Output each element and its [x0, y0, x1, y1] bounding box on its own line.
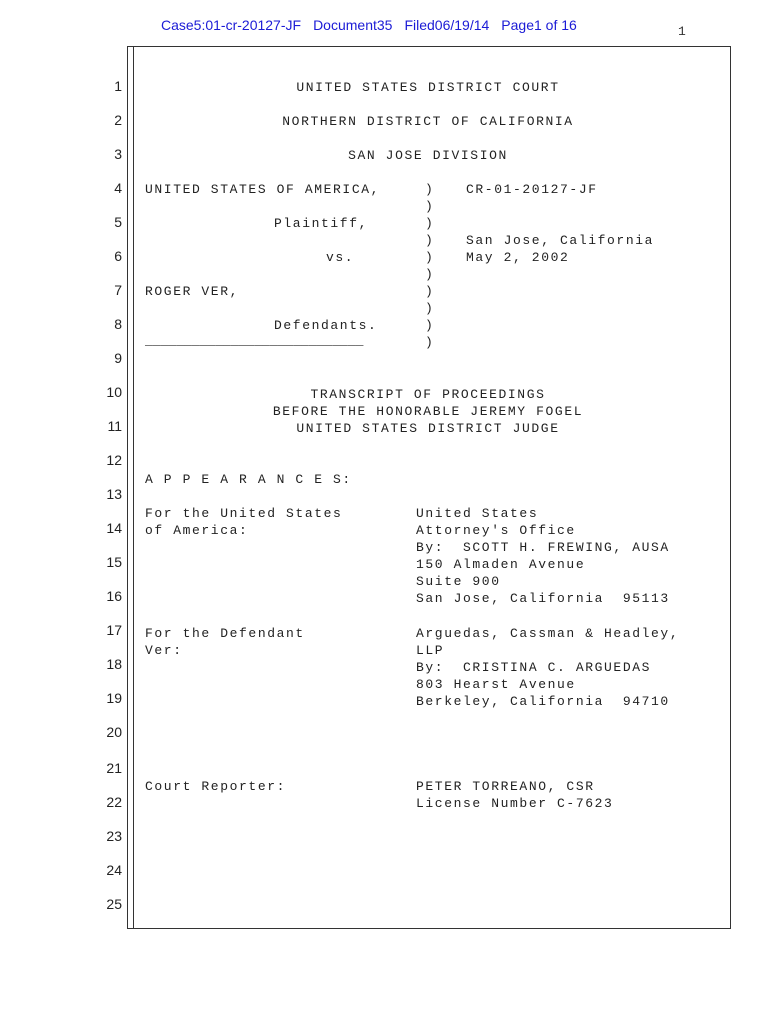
court-division: SAN JOSE DIVISION [348, 148, 508, 163]
government-label-line: For the United States [145, 506, 343, 521]
caption-bracket: ) [425, 284, 435, 299]
line-number: 16 [106, 588, 122, 604]
page-count-header: Page1 of 16 [501, 17, 577, 33]
court-name: UNITED STATES DISTRICT COURT [296, 80, 560, 95]
reporter-label: Court Reporter: [145, 779, 287, 794]
caption-bracket: ) [425, 318, 435, 333]
reporter-line: PETER TORREANO, CSR [416, 779, 595, 794]
caption-bracket: ) [425, 250, 435, 265]
case-number-header: Case5:01-cr-20127-JF [161, 17, 302, 33]
hearing-location: San Jose, California [466, 233, 655, 248]
line-number: 17 [106, 622, 122, 638]
judge-line: BEFORE THE HONORABLE JEREMY FOGEL [272, 404, 584, 419]
versus: vs. [326, 250, 355, 265]
caption-bracket: ) [425, 182, 435, 197]
judge-title: UNITED STATES DISTRICT JUDGE [296, 421, 560, 436]
filing-header [161, 17, 589, 33]
hearing-date: May 2, 2002 [466, 250, 570, 265]
filed-date-header: Filed06/19/14 [404, 17, 490, 33]
caption-bracket: ) [425, 199, 435, 214]
government-counsel-line: San Jose, California 95113 [416, 591, 670, 606]
line-number: 6 [114, 248, 122, 264]
government-counsel-line: By: SCOTT H. FREWING, AUSA [416, 540, 670, 555]
line-number: 3 [114, 146, 122, 162]
court-district: NORTHERN DISTRICT OF CALIFORNIA [282, 114, 574, 129]
margin-rule [133, 47, 134, 928]
plaintiff-name: UNITED STATES OF AMERICA, [145, 182, 381, 197]
line-number: 19 [106, 690, 122, 706]
line-number: 13 [106, 486, 122, 502]
government-counsel-line: 150 Almaden Avenue [416, 557, 586, 572]
caption-bracket: ) [425, 216, 435, 231]
line-number: 2 [114, 112, 122, 128]
plaintiff-role: Plaintiff, [274, 216, 369, 231]
line-number: 12 [106, 452, 122, 468]
line-number: 4 [114, 180, 122, 196]
line-number: 15 [106, 554, 122, 570]
line-number: 7 [114, 282, 122, 298]
line-number: 1 [114, 78, 122, 94]
defense-counsel-line: Berkeley, California 94710 [416, 694, 670, 709]
caption-bracket: ) [425, 267, 435, 282]
line-number: 22 [106, 794, 122, 810]
line-number: 5 [114, 214, 122, 230]
caption-bracket: ) [425, 335, 435, 350]
caption-underline: ____________________________ [145, 333, 364, 348]
defense-counsel-line: By: CRISTINA C. ARGUEDAS [416, 660, 652, 675]
reporter-line: License Number C-7623 [416, 796, 614, 811]
case-number: CR-01-20127-JF [466, 182, 598, 197]
line-number: 24 [106, 862, 122, 878]
defendant-role: Defendants. [274, 318, 378, 333]
document-number-header: Document35 [313, 17, 393, 33]
defendant-name: ROGER VER, [145, 284, 240, 299]
line-number: 10 [106, 384, 122, 400]
government-counsel-line: Suite 900 [416, 574, 501, 589]
line-number: 20 [106, 724, 122, 740]
line-number: 21 [106, 760, 122, 776]
caption-bracket: ) [425, 233, 435, 248]
line-number: 23 [106, 828, 122, 844]
government-counsel-line: United States [416, 506, 539, 521]
caption-bracket: ) [425, 301, 435, 316]
government-label-line: of America: [145, 523, 249, 538]
line-number: 25 [106, 896, 122, 912]
transcript-title: TRANSCRIPT OF PROCEEDINGS [310, 387, 546, 402]
defense-label-line: Ver: [145, 643, 183, 658]
transcript-page-number: 1 [678, 24, 686, 39]
line-number: 18 [106, 656, 122, 672]
appearances-heading: A P P E A R A N C E S: [145, 472, 352, 487]
defense-label-line: For the Defendant [145, 626, 305, 641]
line-number: 8 [114, 316, 122, 332]
government-counsel-line: Attorney's Office [416, 523, 576, 538]
line-number: 9 [114, 350, 122, 366]
line-number: 11 [107, 418, 122, 434]
line-number: 14 [106, 520, 122, 536]
defense-counsel-line: Arguedas, Cassman & Headley, [416, 626, 680, 641]
defense-counsel-line: LLP [416, 643, 445, 658]
defense-counsel-line: 803 Hearst Avenue [416, 677, 576, 692]
